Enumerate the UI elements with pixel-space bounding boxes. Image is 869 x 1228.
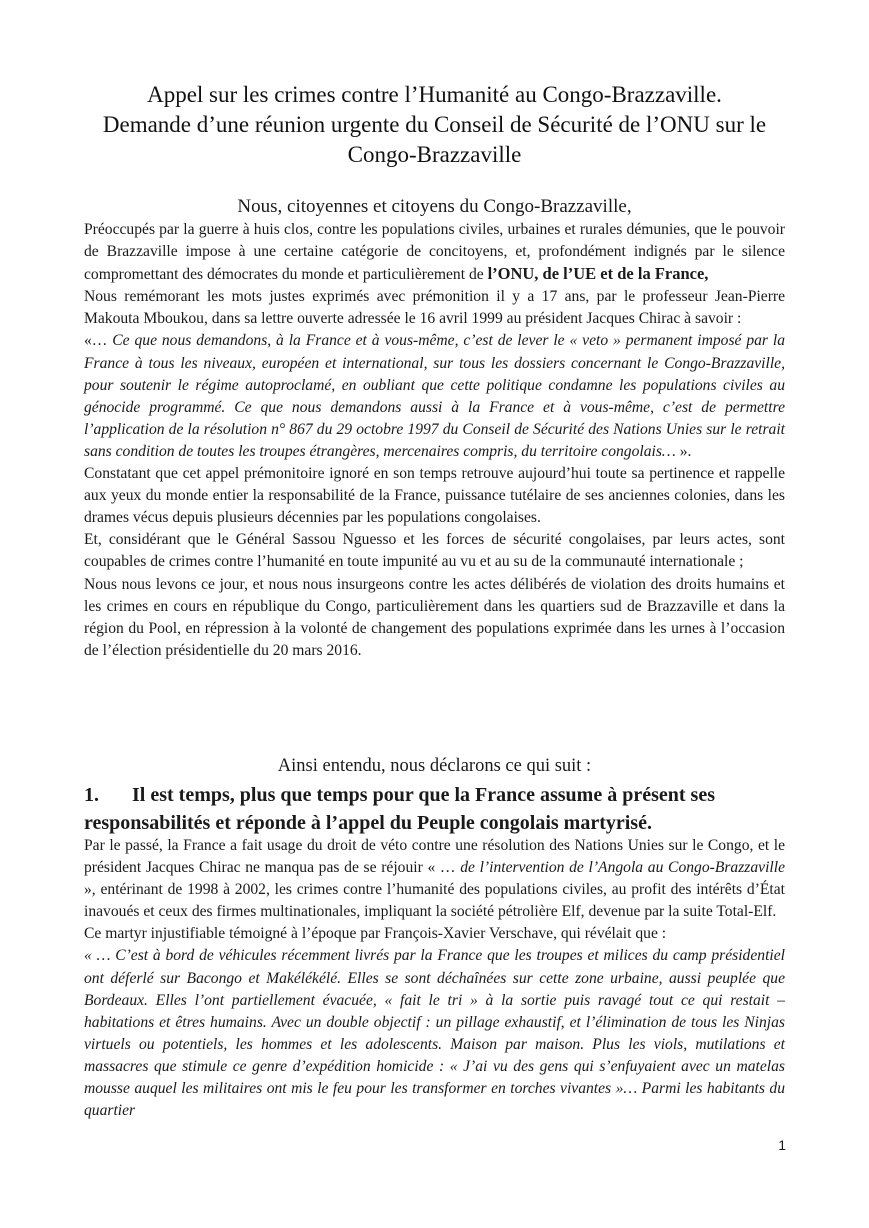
paragraph-text: Préoccupés par la guerre à huis clos, contre les populations civiles, urbaines et rurales démunies, que le pouvoir de Brazzaville impose à une certaine catégorie de concitoyens, et, profondément indignés par le silence compromettant des démocrates du monde et particulièrement de (84, 221, 785, 284)
section-1-body (84, 835, 785, 1122)
quote-close: ». (679, 442, 692, 460)
paragraph-par-le-passe (84, 835, 785, 923)
paragraph-preoccupes (84, 219, 785, 286)
page-number: 1 (778, 1137, 786, 1153)
bold-institutions: l’ONU, de l’UE et de la France, (487, 264, 709, 284)
quote-open: «… (84, 332, 113, 350)
paragraph-text: Par le passé, la France a fait usage du droit de véto contre une résolution des Nations Unies sur le Congo, et le président Jacques Chirac ne manqua pas de se réjouir « … (84, 837, 785, 877)
document-title (84, 80, 785, 170)
paragraph-considerant: Et, considérant que le Général Sassou Nguesso et les forces de sécurité congolaises, par leurs actes, sont coupables de crimes contre l’humanité en toute impunité au vu et au su de la communauté internationale ; (84, 531, 785, 571)
title-line-2: Demande d’une réunion urgente du Conseil de Sécurité de l’ONU sur le (102, 112, 767, 137)
section-number: 1. (84, 784, 99, 806)
section-1-heading (84, 781, 785, 837)
preamble (84, 219, 785, 662)
chirac-quote: de l’intervention de l’Angola au Congo-Brazzaville (460, 859, 785, 877)
paragraph-nous-levons: Nous nous levons ce jour, et nous nous insurgeons contre les actes délibérés de violation des droits humains et les crimes en cours en république du Congo, particulièrement dans les quartiers sud de Brazzaville et dans la région du Pool, en répression à la volonté de changement des populations exprimée dans les urnes à l’occasion de l’élection présidentielle du 20 mars 2016. (84, 575, 785, 659)
salutation: Nous, citoyennes et citoyens du Congo-Brazzaville, (237, 196, 632, 217)
paragraph-constatant: Constatant que cet appel prémonitoire ignoré en son temps retrouve aujourd’hui toute sa pertinence et rappelle aux yeux du monde entier la responsabilité de la France, puissance tutélaire de ses anciennes colonies, dans les drames vécus depuis plusieurs décennies par les populations congolaises. (84, 465, 785, 527)
quote-text: « … C’est à bord de véhicules récemment livrés par la France que les troupes et milices du camp présidentiel ont déferlé sur Bacongo et Makélékélé. Elles se sont déchaînées sur cette zone urbaine, aussi peuplée que Bordeaux. Elles l’ont partiellement évacuée, « fait le tri » à la sortie puis ravagé tout ce qui restait – habitations et êtres humains. Avec un double objectif : un pillage exhaustif, et l’élimination de tous les Ninjas virtuels ou potentiels, les hommes et les adolescents. Maison par maison. Plus les viols, mutilations et massacres que stimule ce genre d’expédition homicide : « J’ai vu des gens qui s’enfuyaient avec un matelas mousse auquel les militaires ont mis le feu pour les transformer en torches vivantes »… Parmi les habitants du quartier (84, 947, 785, 1120)
declaration: Ainsi entendu, nous déclarons ce qui suit : (277, 756, 592, 776)
paragraph-text: », entérinant de 1998 à 2002, les crimes contre l’humanité des populations civiles, au profit des intérêts d’État inavoués et ceux des firmes multinationales, impliquant la société pétrolière Elf, devenue par la suite Total-Elf. (84, 881, 785, 921)
quote-verschave (84, 945, 785, 1122)
quote-text: Ce que nous demandons, à la France et à vous-même, c’est de lever le « veto » permanent imposé par la France à tous les niveaux, européen et international, sur tous les dossiers concernant le Congo-Brazzaville, pour soutenir le régime autoproclamé, en oubliant que cette politique condamne les populations civiles au génocide programmé. Ce que nous demandons aussi à la France et à vous-même, c’est de permettre l’application de la résolution n° 867 du 29 octobre 1997 du Conseil de Sécurité des Nations Unies sur le retrait sans condition de toutes les troupes étrangères, mercenaires compris, du territoire congolais… (84, 332, 785, 460)
quote-makouta (84, 330, 785, 463)
paragraph-remembering: Nous remémorant les mots justes exprimés avec prémonition il y a 17 ans, par le professeur Jean-Pierre Makouta Mboukou, dans sa lettre ouverte adressée le 16 avril 1999 au président Jacques Chirac à savoir : (84, 288, 785, 328)
paragraph-martyr: Ce martyr injustifiable témoigné à l’époque par François-Xavier Verschave, qui révélait que : (84, 925, 667, 943)
title-line-3: Congo-Brazzaville (347, 142, 522, 167)
section-heading-text: Il est temps, plus que temps pour que la France assume à présent ses responsabilités et réponde à l’appel du Peuple congolais martyrisé. (84, 784, 715, 834)
title-line-1: Appel sur les crimes contre l’Humanité au Congo-Brazzaville. (147, 82, 722, 107)
